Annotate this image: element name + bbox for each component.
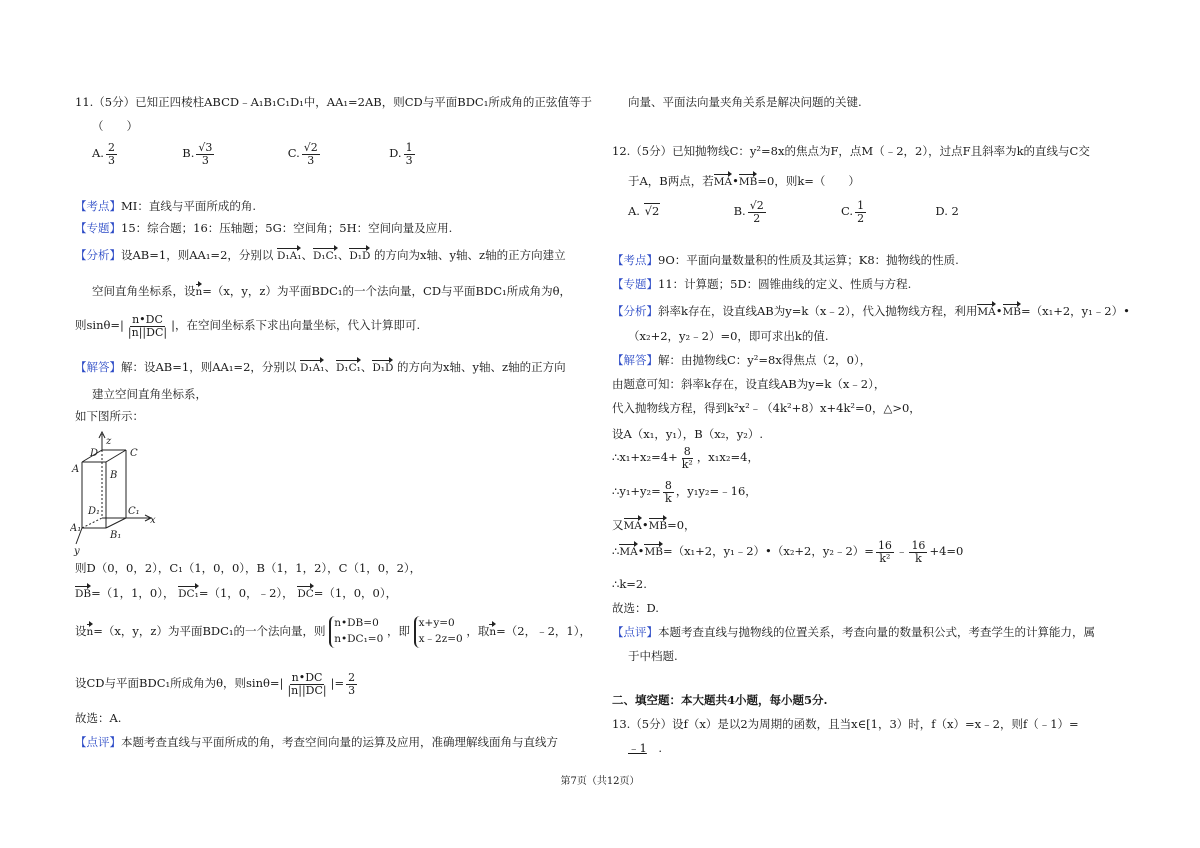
label-C1: C₁ <box>128 506 140 517</box>
label-A: A <box>72 464 80 475</box>
label-B1: B₁ <box>110 530 122 541</box>
q11-kaodian: 【考点】MI：直线与平面所成的角. <box>75 199 256 213</box>
label-z: z <box>106 436 112 447</box>
label-B: B <box>110 470 118 481</box>
q12-jieda-line2: 由题意可知：斜率k存在，设直线AB为y=k（x﹣2）， <box>612 377 886 391</box>
q12-kaodian: 【考点】9O：平面向量数量积的性质及其运算；K8：抛物线的性质. <box>612 253 959 267</box>
page-footer: 第7页（共12页） <box>560 776 640 787</box>
label-y: y <box>74 546 80 556</box>
q11-angle-line: 设CD与平面BDC₁所成角为θ，则sinθ=| $\frac{n•DC}{|n||DC|}$ |= $\frac{2}{3}$ <box>75 671 356 697</box>
q12-options <box>628 200 959 224</box>
edge-A1D1 <box>82 518 102 528</box>
section-2-heading: 二、填空题：本大题共4小题，每小题5分. <box>612 693 828 707</box>
q12-option-c: C. $\frac{1}{2}$ <box>841 199 865 225</box>
q12-jieda-line7: 又MA•MB=0， <box>612 518 696 532</box>
q11-jieda-line2: 建立空间直角坐标系， <box>92 387 207 401</box>
q11-option-b: B. $\frac{√3}{3}$ <box>182 141 213 167</box>
q11-zhuanti: 【专题】15：综合题；16：压轴题；5G：空间角；5H：空间向量及应用. <box>75 221 453 235</box>
q12-option-d: D. 2 <box>935 204 959 219</box>
q12-fenxi-line1: 【分析】斜率k存在，设直线AB为y=k（x﹣2），代入抛物线方程，利用MA•MB=（x₁+2，y₁﹣2）• <box>612 304 1130 318</box>
q13-stem: 13.（5分）设f（x）是以2为周期的函数，且当x∈[1，3）时，f（x）=x﹣2，则f（﹣1）= <box>612 717 1079 731</box>
q11-fenxi-line2: 空间直角坐标系，设n=（x，y，z）为平面BDC₁的一个法向量，CD与平面BDC₁所成角为θ， <box>92 284 572 298</box>
q12-jieda-line9: ∴k=2. <box>612 577 647 591</box>
normal-system-solved: x+y=0 x﹣2z=0 <box>414 616 463 648</box>
q11-jieda-line1: 【解答】解：设AB=1，则AA₁=2，分别以 D₁A₁、D₁C₁、D₁D 的方向为x轴、y轴、z轴的正方向 <box>75 360 566 374</box>
q12-zhuanti: 【专题】11：计算题；5D：圆锥曲线的定义、性质与方程. <box>612 277 912 291</box>
edge-B1C1 <box>106 518 126 528</box>
q11-options <box>92 142 417 166</box>
q11-paren: （ ） <box>92 119 138 133</box>
label-C: C <box>130 448 138 459</box>
q11-option-a: A. $\frac{2}{3}$ <box>92 141 115 167</box>
q12-jieda-line6: ∴y₁+y₂= $\frac{8}{k}$ ，y₁y₂=﹣16， <box>612 479 757 505</box>
q12-jieda-line8: ∴MA•MB=（x₁+2，y₁﹣2）•（x₂+2，y₂﹣2）= $\frac{16}{\text{k²}}$ ﹣ $\frac{16}{k}$ +4=0 <box>612 539 964 565</box>
q12-jieda-line3: 代入抛物线方程，得到k²x²﹣（4k²+8）x+4k²=0，△>0， <box>612 401 921 415</box>
q11-option-d: D. $\frac{1}{3}$ <box>389 141 413 167</box>
q12-stem-line2: 于A，B两点，若MA•MB=0，则k=（ ） <box>628 174 860 188</box>
q11-jieda-line3: 如下图所示： <box>75 409 144 423</box>
q11-fenxi-line1: 【分析】设AB=1，则AA₁=2，分别以 D₁A₁、D₁C₁、D₁D 的方向为x轴、y轴、z轴的正方向建立 <box>75 248 566 262</box>
label-D1: D₁ <box>88 506 101 517</box>
prism-figure <box>70 430 170 556</box>
q11-fenxi-line3: 则sinθ=| $\frac{n•DC}{|n||DC|}$ |，在空间坐标系下求出向量坐标，代入计算即可. <box>75 313 421 339</box>
q11-guxuan: 故选：A. <box>75 711 122 725</box>
label-A1: A₁ <box>70 523 82 534</box>
q13-answer-blank: ﹣1 . <box>628 741 662 755</box>
q11-vectors: DB=（1，1，0）， DC₁=（1，0，﹣2）， DC=（1，0，0）， <box>75 586 398 600</box>
q11-dianping-cont: 向量、平面法向量夹角关系是解决问题的关键. <box>628 95 862 109</box>
edge-CB <box>106 450 126 462</box>
q11-dianping: 【点评】本题考查直线与平面所成的角，考查空间向量的运算及应用，准确理解线面角与直线方 <box>75 735 558 749</box>
q12-jieda-line5: ∴x₁+x₂=4+ $\frac{8}{\text{k²}}$ ，x₁x₂=4， <box>612 445 759 471</box>
q12-dianping-line1: 【点评】本题考查直线与抛物线的位置关系，考查向量的数量积公式，考查学生的计算能力，属 <box>612 625 1095 639</box>
q11-coords: 则D（0，0，2），C₁（1，0，0），B（1，1，2），C（1，0，2）， <box>75 561 422 575</box>
label-x: x <box>150 515 156 526</box>
q12-jieda-line4: 设A（x₁，y₁），B（x₂，y₂）. <box>612 427 764 441</box>
q11-stem: 11.（5分）已知正四棱柱ABCD﹣A₁B₁C₁D₁中，AA₁=2AB，则CD与平面BDC₁所成角的正弦值等于 <box>75 95 592 109</box>
q12-stem-line1: 12.（5分）已知抛物线C：y²=8x的焦点为F，点M（﹣2，2），过点F且斜率为k的直线与C交 <box>612 144 1090 158</box>
q12-fenxi-line2: （x₂+2，y₂﹣2）=0，即可求出k的值. <box>628 329 829 343</box>
q12-option-b: B. $\frac{√2}{2}$ <box>733 199 764 225</box>
q12-jieda-line1: 【解答】解：由抛物线C：y²=8x得焦点（2，0）， <box>612 353 872 367</box>
q12-guxuan: 故选：D. <box>612 601 659 615</box>
q11-option-c: C. $\frac{√2}{3}$ <box>287 141 318 167</box>
q11-normal-line: 设n=（x，y，z）为平面BDC₁的一个法向量，则 n•DB=0 n•DC₁=0 ，即 x+y=0 x﹣2z=0 ，取n=（2，﹣2，1）， <box>75 616 591 648</box>
normal-system: n•DB=0 n•DC₁=0 <box>329 616 383 648</box>
label-D: D <box>90 448 99 459</box>
q12-option-a: A. √2 <box>628 204 660 219</box>
q12-dianping-line2: 于中档题. <box>628 649 678 663</box>
